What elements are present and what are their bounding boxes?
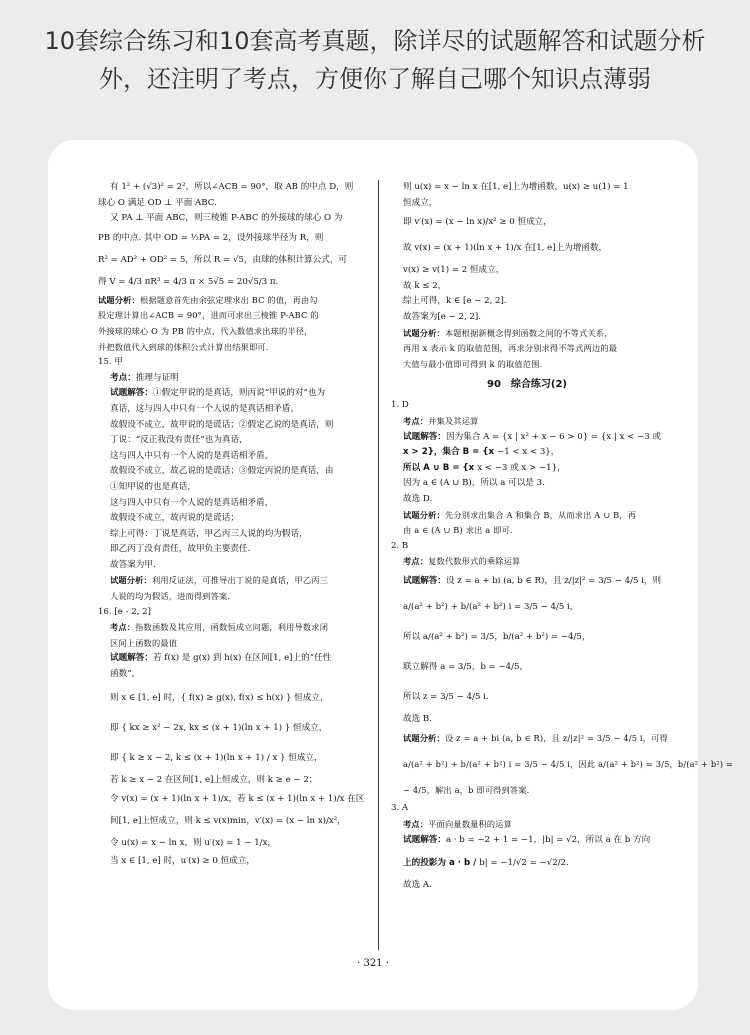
text-line: a/(a² + b²) + b/(a² + b²) i = 3/5 − 4/5 i，因此 a/(a² + b²) = 3/5，b/(a² + b²) = <box>403 759 734 770</box>
text-line: − 4/5，解出 a，b 即可得到答案. <box>403 785 530 796</box>
line-text: ①假定甲说的是真话，则丙说“甲说的对”也为 <box>152 388 326 399</box>
text-line: 球心 O 满足 OD ⊥ 平面 ABC. <box>98 197 217 208</box>
text-line: 联立解得 a = 3/5，b = −4/5， <box>403 661 529 672</box>
text-line <box>391 508 663 524</box>
document-page <box>48 140 734 1010</box>
text-line: 真话，这与四人中只有一个人说的是真话相矛盾， <box>110 403 300 414</box>
text-line <box>98 293 416 309</box>
text-line: 故 v(x) = (x + 1)(ln x + 1)/x 在[1, e]上为增函数， <box>403 243 608 254</box>
text-line: 令 u(x) = x − ln x，则 u′(x) = 1 − 1/x， <box>110 838 277 849</box>
text-line: 1. D <box>391 400 409 411</box>
section-keyword: 考点： <box>403 415 429 426</box>
text-line: 若 k ≥ x − 2 在区间[1, e]上恒成立，则 k ≥ e − 2； <box>110 774 318 785</box>
section-keyword: 试题分析： <box>110 575 152 586</box>
text-line: 故假设不成立，故乙说的是谎话；③假定丙说的是真话，由 <box>110 466 334 477</box>
text-line: 恒成立， <box>403 197 438 208</box>
text-line: 故选 D. <box>403 493 433 504</box>
line-text: x < −3 或 x > −1}， <box>477 462 566 473</box>
text-line: a/(a² + b²) + b/(a² + b²) i = 3/5 − 4/5 i， <box>403 601 579 612</box>
text-line: 间[1, e]上恒成立，则 k ≤ v(x)min，v′(x) = (x − ln x)/x²， <box>110 816 346 827</box>
text-line: R² = AD² + OD² = 5，所以 R = √5，由球的体积计算公式，可 <box>98 254 348 265</box>
text-line: ①知甲说的也是真话， <box>110 481 196 492</box>
section-keyword: 试题解答： <box>403 834 446 845</box>
text-line: 当 x ∈ [1, e] 时，u′(x) ≥ 0 恒成立， <box>110 856 255 867</box>
text-line <box>391 727 668 749</box>
text-line: 90 综合练习(2) <box>486 379 567 391</box>
text-line: 由 a ∈ (A ∪ B) 求出 a 即可. <box>403 525 513 536</box>
line-text: −1 < x < 3}， <box>497 447 560 458</box>
text-line: 即 { k ≥ x − 2, k ≤ (x + 1)(ln x + 1) / x } 恒成立， <box>110 752 323 763</box>
line-text: 因为集合 A = {x | x² + x − 6 > 0} = {x | x < −3 或 <box>445 431 662 442</box>
section-keyword: 试题分析： <box>98 294 140 305</box>
text-line: 所以 a/(a² + b²) = 3/5，b/(a² + b²) = −4/5， <box>403 631 591 642</box>
text-line: v(x) ≥ v(1) = 2 恒成立， <box>403 265 505 276</box>
left-column <box>98 180 416 870</box>
text-line <box>98 620 416 636</box>
text-line <box>391 833 663 849</box>
section-keyword: 考点： <box>110 622 136 633</box>
text-line: 函数”， <box>110 669 141 680</box>
section-keyword: 试题分析： <box>403 327 445 338</box>
line-text: 复数代数形式的乘除运算 <box>428 556 521 567</box>
text-line: PB 的中点. 其中 OD = ½PA = 2，设外接球半径为 R，则 <box>98 232 324 243</box>
line-text: 本题根据新概念得到函数之间的不等式关系， <box>444 327 613 338</box>
line-text: 平面向量数量积的运算 <box>428 819 513 830</box>
line-text: b| = −1/√2 = −√2/2. <box>479 858 569 869</box>
text-line <box>391 570 663 592</box>
text-line: 故选 B. <box>403 713 432 724</box>
section-keyword: 试题解答： <box>110 653 153 664</box>
column-divider <box>378 180 379 950</box>
text-line: 这与四人中只有一个人说的是真话相矛盾， <box>110 450 274 461</box>
text-line: 16. [e - 2, 2] <box>98 606 151 617</box>
text-line: 即 { kx ≥ x² − 2x, kx ≤ (x + 1)(ln x + 1) } 恒成立， <box>110 722 328 733</box>
text-line <box>98 386 416 402</box>
text-line: 故 k ≤ 2， <box>403 280 447 291</box>
text-line: 股定理计算出∠ACB = 90°，进而可求出三棱锥 P-ABC 的 <box>98 310 319 321</box>
banner-line-2: 外，还注明了考点，方便你了解自己哪个知识点薄弱 <box>99 65 651 93</box>
line-text: 先分别求出集合 A 和集合 B，从而求出 A ∪ B，再 <box>444 509 637 520</box>
text-line: 丁说：“反正我没有责任”也为真话， <box>110 435 248 446</box>
text-line: 再用 x 表示 k 的取值范围，再求分别求得不等式两边的最 <box>403 343 618 354</box>
line-text: 设 z = a + bi (a, b ∈ R)，且 z/|z|² = 3/5 − 4/5 i，则 <box>445 575 662 586</box>
text-line: 故假设不成立，故丙说的是谎话； <box>110 513 239 524</box>
text-line: 即乙丙丁没有责任，故甲负主要责任. <box>110 544 251 555</box>
text-line <box>391 848 663 878</box>
line-text: 根据题意首先由余弦定理求出 BC 的值，再由勾 <box>139 294 318 305</box>
text-line: 所以 z = 3/5 − 4/5 i. <box>403 691 489 702</box>
text-line: 区间上函数的最值 <box>110 637 178 648</box>
text-line <box>98 651 416 667</box>
section-keyword: x > 2}，集合 B = {x <box>403 447 497 458</box>
text-line <box>391 445 663 461</box>
text-line: 得 V = 4/3 πR³ = 4/3 π × 5√5 = 20√5/3 π. <box>98 276 279 287</box>
line-text: a · b = −2 + 1 = −1，|b| = √2，所以 a 在 b 方向 <box>445 834 651 845</box>
text-line: 综上可得：丁说是真话，甲乙丙三人说的均为假话， <box>110 528 308 539</box>
text-line: 故假设不成立，故甲说的是谎话；②假定乙说的是真话，则 <box>110 419 334 430</box>
line-text: 若 f(x) 是 g(x) 到 h(x) 在区间[1, e]上的“任性 <box>152 653 332 664</box>
text-line: 综上可得，k ∈ [e − 2, 2]. <box>403 296 507 307</box>
line-text: 推理与证明 <box>135 372 179 383</box>
text-line <box>391 326 663 342</box>
text-line: 外接球的球心 O 为 PB 的中点，代入数值求出球的半径， <box>98 325 313 336</box>
text-line: 令 v(x) = (x + 1)(ln x + 1)/x，若 k ≤ (x + 1)(ln x + 1)/x 在区 <box>110 794 365 805</box>
text-line <box>391 554 663 570</box>
section-keyword: 考点： <box>110 372 136 383</box>
section-keyword: 试题分析： <box>403 733 445 744</box>
text-line: 15. 甲 <box>98 357 123 368</box>
promo-banner <box>0 0 750 130</box>
text-line: 这与四人中只有一个人说的是真话相矛盾， <box>110 497 274 508</box>
text-line: 则 u(x) = x − ln x 在[1, e]上为增函数，u(x) ≥ u(1) = 1 <box>403 182 629 192</box>
section-keyword: 考点： <box>403 556 429 567</box>
text-line: 故答案为甲. <box>110 559 156 570</box>
line-text: 设 z = a + bi (a, b ∈ R)，且 z/|z|² = 3/5 − 4/5 i，可得 <box>444 733 668 744</box>
text-line: 3. A <box>391 803 409 814</box>
section-keyword: 试题解答： <box>403 575 446 586</box>
text-line <box>391 461 663 477</box>
line-text: 指数函数及其应用，函数恒成立问题，利用导数求闭 <box>135 622 329 633</box>
section-keyword: 所以 A ∪ B = {x <box>403 462 478 473</box>
text-line: 并把数值代入到球的体积公式计算出结果即可. <box>98 341 269 352</box>
text-line: 有 1² + (√3)² = 2²，所以∠ACB = 90°，取 AB 的中点 D，则 <box>110 182 354 192</box>
text-line: 即 v′(x) = (x − ln x)/x² ≥ 0 恒成立， <box>403 217 552 228</box>
text-line: 2. B <box>391 540 409 551</box>
text-line <box>98 573 416 589</box>
text-line <box>391 817 663 833</box>
line-text: 并集及其运算 <box>428 415 479 426</box>
text-line: 因为 a ∈ (A ∪ B)，所以 a 可以是 3. <box>403 478 545 489</box>
banner-line-1: 10套综合练习和10套高考真题，除详尽的试题解答和试题分析 <box>44 27 706 55</box>
text-line: 人说的均为假话，进而得到答案. <box>110 591 231 602</box>
section-keyword: 试题解答： <box>403 431 446 442</box>
text-line: 则 x ∈ [1, e] 时，{ f(x) ≥ g(x), f(x) ≤ h(x) } 恒成立， <box>110 692 329 703</box>
section-keyword: 考点： <box>403 819 429 830</box>
text-line <box>391 430 663 446</box>
section-keyword: 试题分析： <box>403 509 445 520</box>
page-number: · 321 · <box>357 958 389 969</box>
section-keyword: 试题解答： <box>110 388 153 399</box>
line-text: 利用反证法，可推导出丁说的是真话，甲乙丙三 <box>151 575 329 586</box>
section-keyword: 上的投影为 a · b / <box>403 858 480 869</box>
right-column <box>391 180 734 894</box>
text-line <box>391 414 663 430</box>
text-line: 大值与最小值即可得到 k 的取值范围. <box>403 358 543 369</box>
text-line <box>98 371 416 387</box>
text-line: 又 PA ⊥ 平面 ABC，则三棱锥 P-ABC 的外接球的球心 O 为 <box>110 213 343 224</box>
text-line: 故答案为[e − 2, 2]. <box>403 311 481 322</box>
text-line: 故选 A. <box>403 880 432 891</box>
